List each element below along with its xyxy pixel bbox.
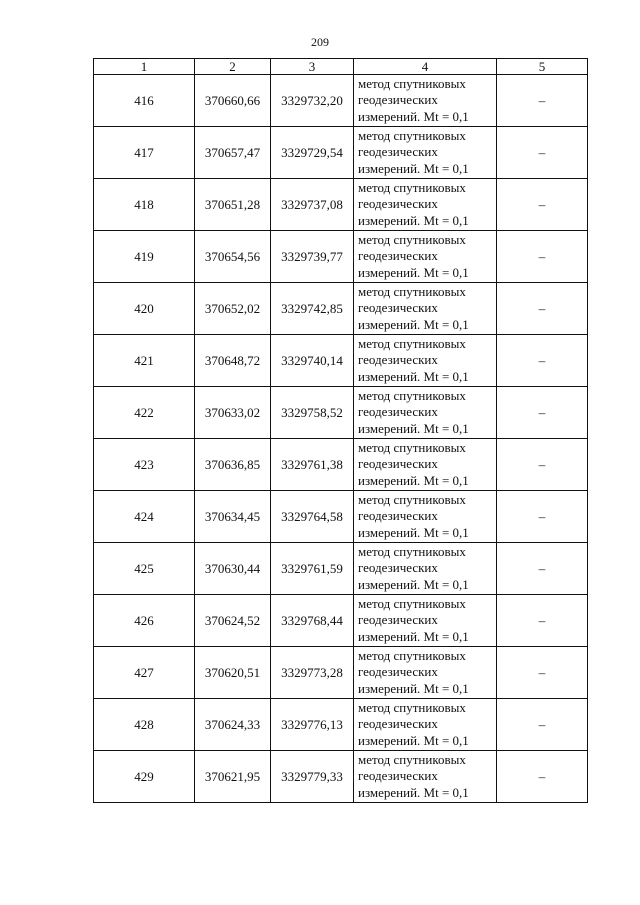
table-row: [94, 699, 588, 751]
method-cell: метод спутниковых геодезических измерений. Mt = 0,1: [354, 335, 497, 387]
header-row: [94, 59, 588, 75]
x-coordinate-cell: 370624,33: [195, 699, 271, 751]
y-coordinate-cell: 3329773,28: [271, 647, 354, 699]
y-coordinate-cell: 3329768,44: [271, 595, 354, 647]
table-row: [94, 75, 588, 127]
note-cell: –: [497, 751, 588, 803]
table-row: [94, 283, 588, 335]
y-coordinate-cell: 3329779,33: [271, 751, 354, 803]
x-coordinate-cell: 370633,02: [195, 387, 271, 439]
note-cell: –: [497, 75, 588, 127]
y-coordinate-cell: 3329740,14: [271, 335, 354, 387]
table-row: [94, 543, 588, 595]
table-row: [94, 751, 588, 803]
method-cell: метод спутниковых геодезических измерений. Mt = 0,1: [354, 179, 497, 231]
point-number-cell: 426: [94, 595, 195, 647]
column-header-3: 3: [271, 59, 354, 75]
table-row: [94, 335, 588, 387]
method-cell: метод спутниковых геодезических измерений. Mt = 0,1: [354, 439, 497, 491]
note-cell: –: [497, 699, 588, 751]
note-cell: –: [497, 335, 588, 387]
x-coordinate-cell: 370651,28: [195, 179, 271, 231]
point-number-cell: 416: [94, 75, 195, 127]
point-number-cell: 424: [94, 491, 195, 543]
x-coordinate-cell: 370636,85: [195, 439, 271, 491]
table-row: [94, 491, 588, 543]
x-coordinate-cell: 370634,45: [195, 491, 271, 543]
column-header-2: 2: [195, 59, 271, 75]
point-number-cell: 423: [94, 439, 195, 491]
method-cell: метод спутниковых геодезических измерений. Mt = 0,1: [354, 751, 497, 803]
note-cell: –: [497, 231, 588, 283]
point-number-cell: 418: [94, 179, 195, 231]
table-row: [94, 595, 588, 647]
method-cell: метод спутниковых геодезических измерений. Mt = 0,1: [354, 283, 497, 335]
y-coordinate-cell: 3329761,59: [271, 543, 354, 595]
y-coordinate-cell: 3329764,58: [271, 491, 354, 543]
method-cell: метод спутниковых геодезических измерений. Mt = 0,1: [354, 75, 497, 127]
table-row: [94, 231, 588, 283]
method-cell: метод спутниковых геодезических измерений. Mt = 0,1: [354, 595, 497, 647]
x-coordinate-cell: 370657,47: [195, 127, 271, 179]
method-cell: метод спутниковых геодезических измерений. Mt = 0,1: [354, 491, 497, 543]
y-coordinate-cell: 3329732,20: [271, 75, 354, 127]
note-cell: –: [497, 283, 588, 335]
x-coordinate-cell: 370624,52: [195, 595, 271, 647]
y-coordinate-cell: 3329739,77: [271, 231, 354, 283]
x-coordinate-cell: 370660,66: [195, 75, 271, 127]
y-coordinate-cell: 3329761,38: [271, 439, 354, 491]
method-cell: метод спутниковых геодезических измерений. Mt = 0,1: [354, 543, 497, 595]
column-header-4: 4: [354, 59, 497, 75]
note-cell: –: [497, 491, 588, 543]
y-coordinate-cell: 3329758,52: [271, 387, 354, 439]
coordinates-table: [93, 58, 588, 803]
point-number-cell: 429: [94, 751, 195, 803]
point-number-cell: 425: [94, 543, 195, 595]
x-coordinate-cell: 370654,56: [195, 231, 271, 283]
table-row: [94, 439, 588, 491]
method-cell: метод спутниковых геодезических измерений. Mt = 0,1: [354, 647, 497, 699]
method-cell: метод спутниковых геодезических измерений. Mt = 0,1: [354, 231, 497, 283]
x-coordinate-cell: 370621,95: [195, 751, 271, 803]
point-number-cell: 428: [94, 699, 195, 751]
x-coordinate-cell: 370652,02: [195, 283, 271, 335]
method-cell: метод спутниковых геодезических измерений. Mt = 0,1: [354, 387, 497, 439]
table-row: [94, 127, 588, 179]
point-number-cell: 421: [94, 335, 195, 387]
method-cell: метод спутниковых геодезических измерений. Mt = 0,1: [354, 699, 497, 751]
note-cell: –: [497, 127, 588, 179]
note-cell: –: [497, 179, 588, 231]
note-cell: –: [497, 595, 588, 647]
x-coordinate-cell: 370620,51: [195, 647, 271, 699]
column-header-1: 1: [94, 59, 195, 75]
method-cell: метод спутниковых геодезических измерений. Mt = 0,1: [354, 127, 497, 179]
x-coordinate-cell: 370630,44: [195, 543, 271, 595]
page-number: 209: [311, 35, 329, 49]
note-cell: –: [497, 543, 588, 595]
y-coordinate-cell: 3329776,13: [271, 699, 354, 751]
x-coordinate-cell: 370648,72: [195, 335, 271, 387]
column-header-5: 5: [497, 59, 588, 75]
point-number-cell: 417: [94, 127, 195, 179]
note-cell: –: [497, 647, 588, 699]
table-row: [94, 387, 588, 439]
note-cell: –: [497, 387, 588, 439]
y-coordinate-cell: 3329729,54: [271, 127, 354, 179]
point-number-cell: 422: [94, 387, 195, 439]
point-number-cell: 427: [94, 647, 195, 699]
table-row: [94, 647, 588, 699]
point-number-cell: 420: [94, 283, 195, 335]
point-number-cell: 419: [94, 231, 195, 283]
note-cell: –: [497, 439, 588, 491]
y-coordinate-cell: 3329737,08: [271, 179, 354, 231]
table-row: [94, 179, 588, 231]
y-coordinate-cell: 3329742,85: [271, 283, 354, 335]
